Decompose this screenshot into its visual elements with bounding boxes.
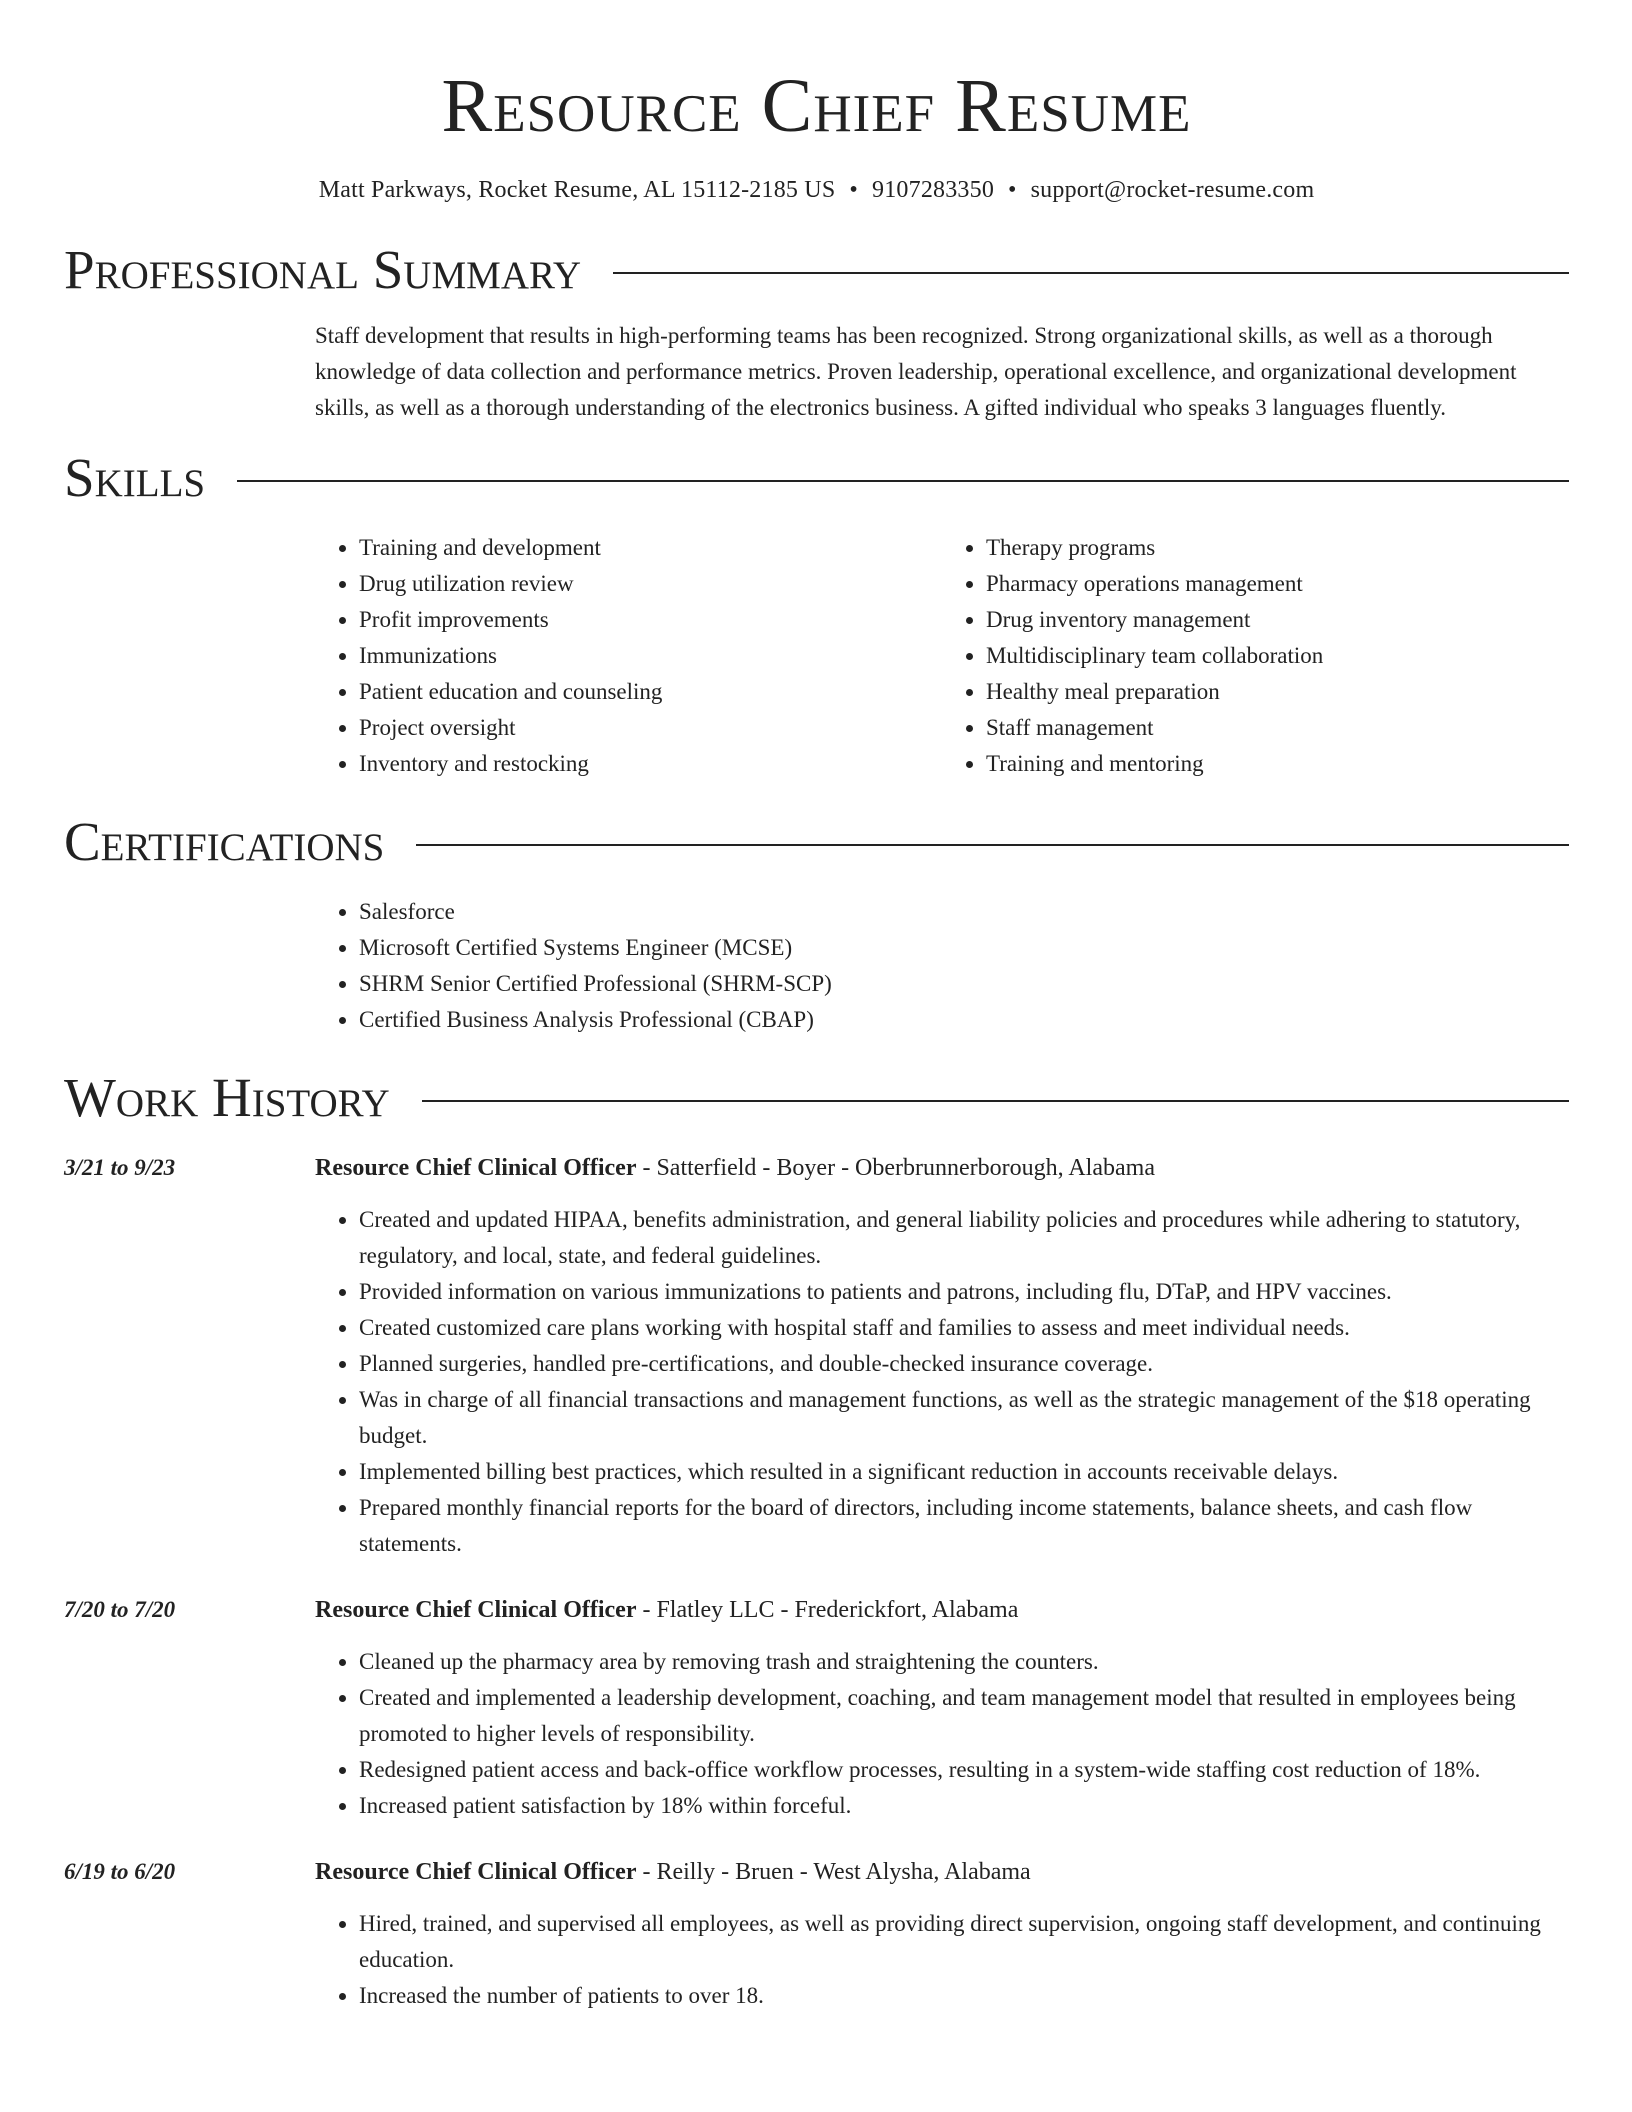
job-bullet: • Cleaned up the pharmacy area by removing trash and straightening the counters. [359,1644,1569,1680]
job-entry [64,1150,1569,1562]
skill-item: • Staff management [986,710,1569,746]
job-details [315,1150,1569,1562]
job-bullet: • Increased patient satisfaction by 18% within forceful. [359,1788,1569,1824]
skill-item: • Healthy meal preparation [986,674,1569,710]
job-bullet: • Created customized care plans working with hospital staff and families to assess and meet individual needs. [359,1310,1569,1346]
certification-item: • Microsoft Certified Systems Engineer (MCSE) [359,930,1569,966]
skill-item: • Drug inventory management [986,602,1569,638]
skill-item: • Training and development [359,530,942,566]
skill-item: • Project oversight [359,710,942,746]
skills-section-header [64,448,1569,508]
section-divider [613,272,1569,274]
job-details [315,1592,1569,1824]
job-bullet: • Was in charge of all financial transactions and management functions, as well as the strategic management of the $18 operating budget. [359,1382,1569,1454]
certifications-block [315,894,1569,1038]
section-divider [237,480,1569,482]
skills-heading: Skills [64,447,206,508]
job-title-line [315,1592,1569,1628]
skills-columns [315,530,1569,782]
certifications-list [315,894,1569,1038]
job-bullet: • Hired, trained, and supervised all employees, as well as providing direct supervision, ongoing staff development, and continuing education. [359,1906,1569,1978]
section-divider [422,1100,1569,1102]
skill-item: • Patient education and counseling [359,674,942,710]
job-bullet: • Implemented billing best practices, which resulted in a significant reduction in accounts receivable delays. [359,1454,1569,1490]
contact-line [64,174,1569,206]
job-entry [64,1854,1569,2014]
contact-address: Matt Parkways, Rocket Resume, AL 15112-2185 US [318,177,836,203]
job-employer: - Flatley LLC - Frederickfort, Alabama [636,1597,1019,1623]
job-bullet: • Prepared monthly financial reports for the board of directors, including income statements, balance sheets, and cash flow statements. [359,1490,1569,1562]
job-role: Resource Chief Clinical Officer [315,1155,637,1181]
skill-item: • Inventory and restocking [359,746,942,782]
job-employer: - Reilly - Bruen - West Alysha, Alabama [636,1859,1031,1885]
contact-separator: • [1008,177,1017,203]
job-role: Resource Chief Clinical Officer [315,1859,637,1885]
job-bullet: • Increased the number of patients to over 18. [359,1978,1569,2014]
skill-item: • Training and mentoring [986,746,1569,782]
contact-separator: • [849,177,859,203]
resume-page [64,0,1569,2014]
certification-item: • Certified Business Analysis Professional (CBAP) [359,1002,1569,1038]
certification-item: • Salesforce [359,894,1569,930]
job-dates: 7/20 to 7/20 [64,1597,176,1622]
skill-item: • Immunizations [359,638,942,674]
certification-item: • SHRM Senior Certified Professional (SHRM-SCP) [359,966,1569,1002]
job-details [315,1854,1569,2014]
contact-phone: 9107283350 [872,177,995,203]
skill-item: • Drug utilization review [359,566,942,602]
resume-title: Resource Chief Resume [441,64,1192,148]
job-dates: 3/21 to 9/23 [64,1155,176,1180]
job-bullet: • Created and implemented a leadership development, coaching, and team management model that resulted in employees being promoted to higher levels of responsibility. [359,1680,1569,1752]
skills-list-right [942,530,1569,782]
certifications-section-header [64,812,1569,872]
work-history-heading: Work History [64,1067,390,1128]
certifications-heading: Certifications [64,811,385,872]
job-entry [64,1592,1569,1824]
job-bullet: • Provided information on various immunizations to patients and patrons, including flu, DTaP, and HPV vaccines. [359,1274,1569,1310]
job-title-line [315,1854,1569,1890]
work-history-list [64,1150,1569,2014]
skill-item: • Multidisciplinary team collaboration [986,638,1569,674]
job-dates: 6/19 to 6/20 [64,1859,176,1884]
job-role: Resource Chief Clinical Officer [315,1597,637,1623]
contact-email: support@rocket-resume.com [1030,177,1315,203]
summary-text: Staff development that results in high-performing teams has been recognized. Strong organizational skills, as well as a thorough knowledge of data collection and performance metrics. Proven leadership, operational excellence, and organizational development skills, as well as a thorough understanding of the electronics business. A gifted individual who speaks 3 languages fluently. [315,323,1517,420]
job-employer: - Satterfield - Boyer - Oberbrunnerborough, Alabama [636,1155,1155,1181]
job-bullets [315,1202,1569,1562]
skill-item: • Profit improvements [359,602,942,638]
job-bullets [315,1906,1569,2014]
work-history-section-header [64,1068,1569,1128]
job-bullet: • Redesigned patient access and back-office workflow processes, resulting in a system-wide staffing cost reduction of 18%. [359,1752,1569,1788]
job-bullet: • Planned surgeries, handled pre-certifications, and double-checked insurance coverage. [359,1346,1569,1382]
summary-heading: Professional Summary [64,239,582,300]
skill-item: • Therapy programs [986,530,1569,566]
summary-section-header [64,240,1569,300]
skills-list-left [315,530,942,782]
job-title-line [315,1150,1569,1186]
job-bullet: • Created and updated HIPAA, benefits administration, and general liability policies and procedures while adhering to statutory, regulatory, and local, state, and federal guidelines. [359,1202,1569,1274]
skill-item: • Pharmacy operations management [986,566,1569,602]
job-bullets [315,1644,1569,1824]
section-divider [416,844,1569,846]
